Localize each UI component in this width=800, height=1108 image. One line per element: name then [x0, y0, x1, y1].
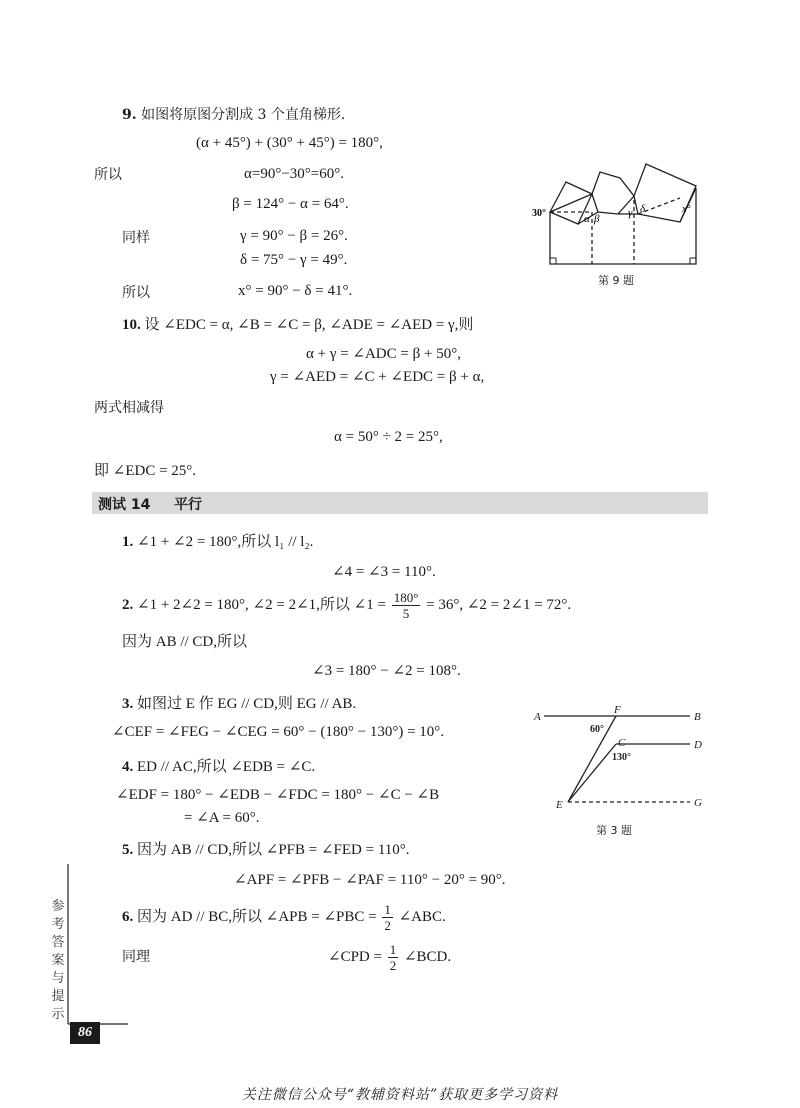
fig3-label-C: C [618, 737, 626, 749]
fig3-label-F: F [614, 704, 621, 716]
q3-number: 3. [122, 696, 134, 712]
q2-number: 2. [122, 596, 134, 613]
q5-eq: ∠APF = ∠PFB − ∠PAF = 110° − 20° = 90°. [234, 872, 506, 888]
q6-pre: 因为 AD // BC,所以 ∠APB = ∠PBC = [137, 908, 377, 925]
p10-intro: 设 ∠EDC = α, ∠B = ∠C = β, ∠ADE = ∠AED = γ,则 [144, 317, 474, 333]
p10-eq3: α = 50° ÷ 2 = 25°, [334, 429, 443, 445]
p9-eq4: γ = 90° − β = 26°. [240, 228, 348, 244]
q2-line2: 因为 AB // CD,所以 [122, 634, 248, 650]
fig9-trapezoid-outline [550, 188, 696, 264]
p9-eq2: α=90°−30°=60°. [244, 166, 344, 182]
figure-3 [530, 700, 710, 818]
fig3-line-EC [568, 744, 616, 802]
q1-eq: ∠4 = ∠3 = 110°. [332, 564, 436, 580]
q6-tongli: 同理 [122, 949, 150, 965]
q2-eq: ∠3 = 180° − ∠2 = 108°. [312, 663, 461, 679]
fig9-label-alpha: α [584, 213, 590, 225]
q2-fraction [392, 590, 421, 621]
p9-eq3: β = 124° − α = 64°. [232, 196, 349, 212]
q2-post: = 36°, ∠2 = 2∠1 = 72°. [426, 596, 572, 613]
fig9-label-beta: β [594, 213, 600, 225]
p10-eq2: γ = ∠AED = ∠C + ∠EDC = β + α, [270, 369, 485, 385]
p9-number: 9. [122, 107, 137, 123]
q5-number: 5. [122, 842, 134, 858]
p10-line [122, 313, 473, 334]
footer-notice: 关注微信公众号“教辅资料站”获取更多学习资料 [241, 1087, 559, 1103]
q6-half-den: 2 [384, 918, 391, 933]
p9-eq6: x° = 90° − δ = 41°. [238, 283, 353, 299]
q5-line [122, 838, 410, 859]
q6-fraction-half [382, 902, 393, 933]
fig3-label-A: A [534, 711, 541, 723]
q1-number: 1. [122, 534, 134, 550]
q6-eq-fraction [388, 942, 399, 973]
fig3-label-D: D [694, 739, 702, 751]
fig3-label-60: 60° [590, 724, 604, 735]
p10-eq1: α + γ = ∠ADC = β + 50°, [306, 346, 461, 362]
fig9-caption: 第 9 题 [598, 274, 634, 287]
p10-number: 10. [122, 317, 141, 333]
section-title: 平行 [174, 497, 202, 513]
p9-intro: 如图将原图分割成 3 个直角梯形. [141, 107, 346, 123]
fig3-caption: 第 3 题 [596, 824, 632, 837]
q4-text: ED // AC,所以 ∠EDB = ∠C. [137, 759, 316, 775]
fig3-label-G: G [694, 797, 702, 809]
side-tab-label: 参考答案与提示 [51, 899, 65, 1022]
section-header [92, 492, 708, 514]
p9-tongyang: 同样 [122, 230, 150, 246]
q6-line [122, 902, 446, 933]
q4-eq2: = ∠A = 60°. [184, 810, 260, 826]
page-number: 86 [70, 1022, 100, 1044]
q2-line [122, 590, 571, 621]
q6-half-num: 1 [384, 902, 391, 917]
q6-eq-half-num: 1 [389, 942, 397, 957]
fig9-label-30: 30° [532, 208, 546, 219]
side-tab [48, 858, 68, 1038]
q1-text: ∠1 + ∠2 = 180°,所以 l₁ // l₂. [137, 534, 314, 550]
q3-eq: ∠CEF = ∠FEG − ∠CEG = 60° − (180° − 130°) = 10°. [112, 724, 445, 740]
fig3-label-130: 130° [612, 752, 631, 763]
section-label: 测试 14 [98, 497, 151, 513]
q6-eq-post: ∠BCD. [403, 948, 452, 965]
q6-post: ∠ABC. [398, 908, 446, 925]
p9-suoyi1: 所以 [94, 167, 122, 183]
q1-line [122, 530, 313, 551]
q3-line [122, 692, 356, 713]
fig3-label-E: E [556, 799, 563, 811]
q2-frac-den: 5 [402, 606, 410, 621]
q2-pre: ∠1 + 2∠2 = 180°, ∠2 = 2∠1,所以 ∠1 = [137, 596, 386, 613]
p9-suoyi2: 所以 [122, 285, 150, 301]
q6-eq-half-den: 2 [389, 958, 397, 973]
p9-line [122, 104, 345, 124]
fig9-label-gamma: γ [628, 207, 633, 219]
fig9-label-delta: δ [640, 203, 646, 215]
p10-line2: 两式相减得 [94, 400, 164, 416]
q6-number: 6. [122, 908, 134, 925]
q6-eq [328, 942, 451, 973]
fig9-label-x: x° [682, 204, 691, 215]
p9-eq1: (α + 45°) + (30° + 45°) = 180°, [196, 135, 383, 151]
q4-number: 4. [122, 759, 134, 775]
q4-eq1: ∠EDF = 180° − ∠EDB − ∠FDC = 180° − ∠C − ∠B [116, 787, 440, 803]
q3-text: 如图过 E 作 EG // CD,则 EG // AB. [137, 696, 357, 712]
p10-conclusion: 即 ∠EDC = 25°. [94, 463, 197, 479]
figure-9 [528, 150, 708, 270]
q2-frac-num: 180° [393, 590, 419, 605]
q5-text: 因为 AB // CD,所以 ∠PFB = ∠FED = 110°. [137, 842, 410, 858]
q4-line [122, 755, 315, 776]
q6-eq-pre: ∠CPD = [328, 948, 382, 965]
p9-eq5: δ = 75° − γ = 49°. [240, 252, 348, 268]
fig3-label-B: B [694, 711, 701, 723]
